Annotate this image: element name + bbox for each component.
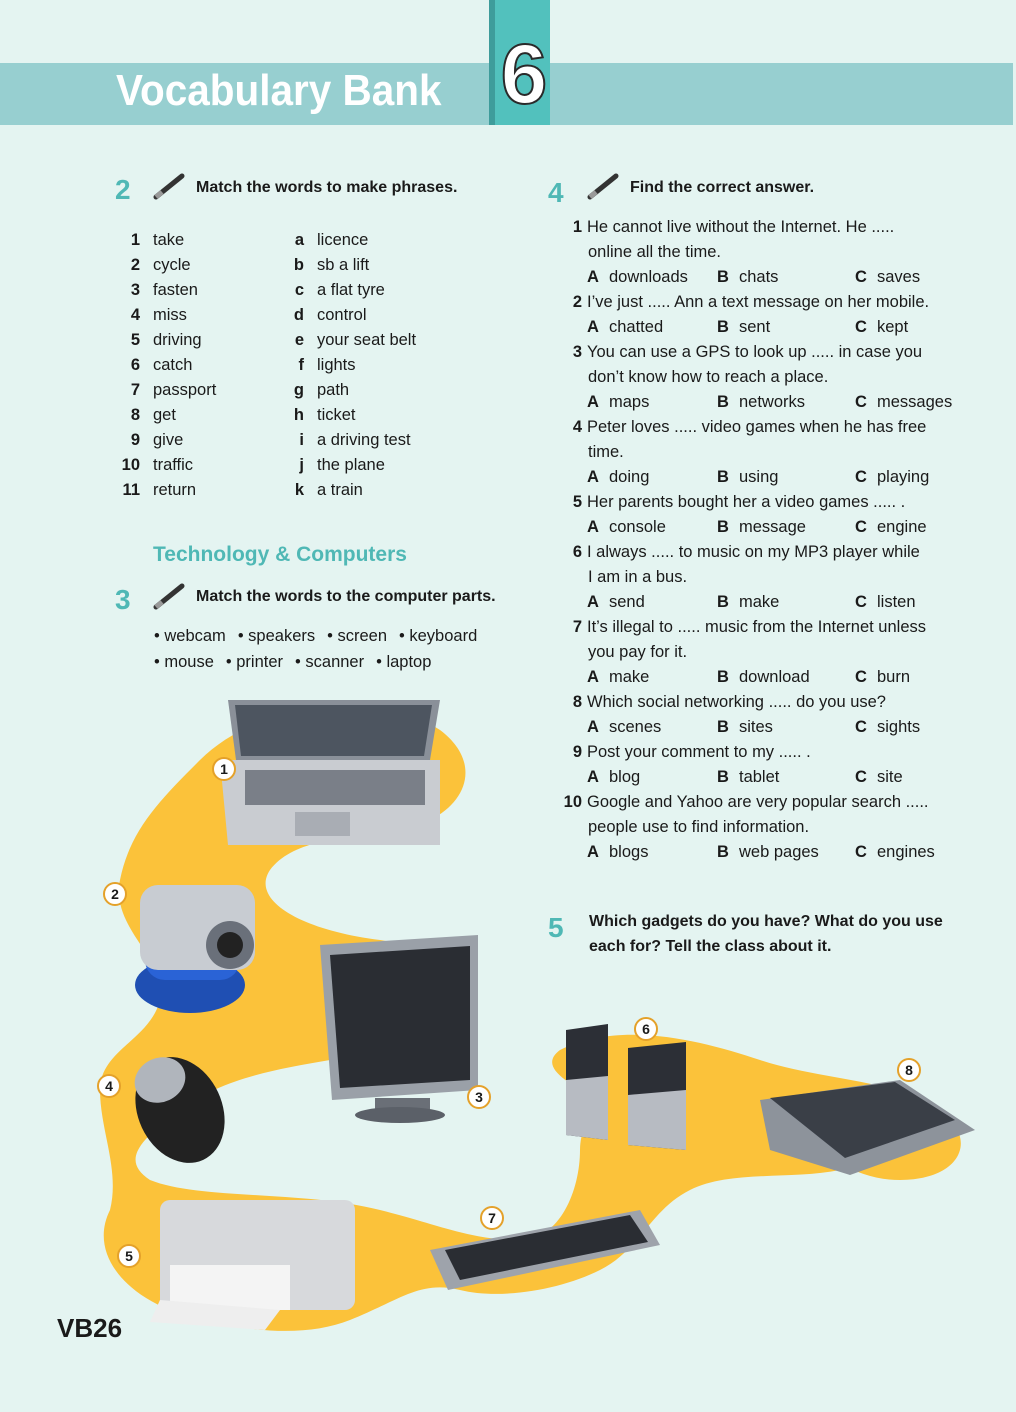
word-item: • scanner	[295, 653, 365, 671]
item-phrase: ticket	[317, 406, 356, 424]
item-letter: a	[294, 231, 304, 249]
option-letter: C	[855, 468, 867, 486]
option-letter: A	[587, 318, 599, 336]
item-letter: g	[293, 381, 304, 399]
option-letter: A	[587, 268, 599, 286]
word-item: • screen	[327, 627, 388, 645]
question-text-continued: I am in a bus.	[588, 568, 688, 586]
picture-label-2: 2	[103, 882, 127, 906]
option-letter: A	[587, 843, 599, 861]
item-letter: j	[299, 456, 304, 474]
option-text: make	[609, 668, 650, 686]
option-text: scenes	[609, 718, 662, 736]
option-letter: B	[717, 393, 729, 411]
option-c[interactable]	[855, 268, 920, 287]
item-letter: b	[293, 256, 304, 274]
question-text-continued: online all the time.	[588, 243, 721, 261]
option-a[interactable]	[587, 668, 649, 687]
word-list-line-2	[154, 653, 443, 672]
option-letter: A	[587, 468, 599, 486]
option-text: make	[739, 593, 780, 611]
item-phrase: lights	[317, 356, 356, 374]
question-text-continued: people use to find information.	[588, 818, 810, 836]
option-c[interactable]	[855, 718, 920, 737]
item-phrase: path	[317, 381, 350, 399]
question-number: 8	[572, 693, 582, 711]
exercise-2-instruction: Match the words to make phrases.	[196, 179, 458, 196]
option-b[interactable]	[717, 593, 779, 612]
question-text: Which social networking ..... do you use?	[587, 693, 886, 711]
option-c[interactable]	[855, 518, 927, 537]
option-letter: C	[855, 718, 867, 736]
option-letter: B	[717, 468, 729, 486]
item-number: 5	[130, 331, 140, 349]
option-text: web pages	[739, 843, 819, 861]
option-a[interactable]	[587, 393, 649, 412]
webcam-image	[135, 885, 255, 1013]
option-text: engines	[877, 843, 935, 861]
exercise-3-number: 3	[115, 584, 131, 615]
exercise-5-line-2: each for? Tell the class about it.	[589, 938, 832, 955]
question-2	[560, 293, 929, 312]
item-number: 1	[130, 231, 140, 249]
question-text-continued: time.	[588, 443, 624, 461]
option-letter: A	[587, 393, 599, 411]
option-letter: B	[717, 318, 729, 336]
question-text: I’ve just ..... Ann a text message on her mobile.	[587, 293, 930, 311]
question-6	[560, 543, 920, 562]
option-letter: B	[717, 268, 729, 286]
question-text: Google and Yahoo are very popular search .....	[587, 793, 929, 811]
picture-label-3: 3	[467, 1085, 491, 1109]
option-c[interactable]	[855, 768, 903, 787]
item-word: take	[153, 231, 185, 249]
word-item: • speakers	[237, 627, 316, 645]
word-list-line-1	[154, 627, 489, 646]
option-a[interactable]	[587, 468, 649, 487]
pencil-icon	[152, 580, 188, 610]
item-number: 6	[130, 356, 140, 374]
option-c[interactable]	[855, 318, 908, 337]
option-letter: C	[855, 268, 867, 286]
item-letter: c	[294, 281, 304, 299]
option-letter: B	[717, 593, 729, 611]
question-number: 1	[572, 218, 582, 236]
option-b[interactable]	[717, 843, 819, 862]
question-number: 2	[572, 293, 582, 311]
item-word: return	[153, 481, 197, 499]
option-c[interactable]	[855, 668, 910, 687]
option-text: playing	[877, 468, 930, 486]
item-phrase: sb a lift	[317, 256, 370, 274]
option-c[interactable]	[855, 393, 952, 412]
question-5	[560, 493, 905, 512]
unit-number: 6	[500, 27, 548, 121]
question-text-continued: you pay for it.	[588, 643, 688, 661]
option-letter: C	[855, 318, 867, 336]
item-number: 2	[130, 256, 140, 274]
option-a[interactable]	[587, 593, 645, 612]
question-text: He cannot live without the Internet. He .....	[587, 218, 895, 236]
item-phrase: a driving test	[317, 431, 411, 449]
option-a[interactable]	[587, 268, 688, 287]
option-text: blog	[609, 768, 641, 786]
option-text: site	[877, 768, 903, 786]
option-letter: A	[587, 593, 599, 611]
option-b[interactable]	[717, 318, 770, 337]
question-7	[560, 618, 926, 637]
question-number: 10	[563, 793, 582, 811]
item-letter: h	[293, 406, 304, 424]
question-3	[560, 343, 922, 362]
question-text-continued: don’t know how to reach a place.	[588, 368, 829, 386]
option-letter: C	[855, 768, 867, 786]
option-text: console	[609, 518, 666, 536]
option-letter: B	[717, 668, 729, 686]
item-word: give	[153, 431, 184, 449]
question-4	[560, 418, 926, 437]
option-text: doing	[609, 468, 650, 486]
option-text: saves	[877, 268, 921, 286]
question-text: You can use a GPS to look up ..... in case you	[587, 343, 923, 361]
item-word: driving	[153, 331, 202, 349]
option-letter: C	[855, 668, 867, 686]
option-text: chatted	[609, 318, 664, 336]
item-word: fasten	[153, 281, 198, 299]
item-phrase: control	[317, 306, 367, 324]
option-letter: B	[717, 718, 729, 736]
item-phrase: licence	[317, 231, 369, 249]
item-phrase: your seat belt	[317, 331, 417, 349]
exercise-5-number: 5	[548, 912, 564, 943]
item-letter: f	[298, 356, 304, 374]
item-number: 9	[130, 431, 140, 449]
option-b[interactable]	[717, 768, 779, 787]
question-text: Her parents bought her a video games ..... .	[587, 493, 906, 511]
item-number: 11	[122, 481, 140, 499]
picture-label-1: 1	[212, 757, 236, 781]
option-b[interactable]	[717, 393, 805, 412]
item-letter: i	[299, 431, 304, 449]
section-title: Technology & Computers	[153, 543, 407, 566]
laptop-image	[220, 700, 440, 845]
question-10	[560, 793, 929, 812]
picture-label-8: 8	[897, 1058, 921, 1082]
item-word: passport	[153, 381, 217, 399]
question-number: 4	[572, 418, 582, 436]
option-letter: C	[855, 593, 867, 611]
option-letter: C	[855, 843, 867, 861]
option-text: listen	[877, 593, 916, 611]
question-number: 3	[572, 343, 582, 361]
option-text: blogs	[609, 843, 649, 861]
option-text: maps	[609, 393, 650, 411]
option-b[interactable]	[717, 268, 778, 287]
item-word: miss	[153, 306, 187, 324]
word-item: • laptop	[376, 653, 432, 671]
option-letter: C	[855, 393, 867, 411]
option-letter: A	[587, 518, 599, 536]
option-text: chats	[739, 268, 779, 286]
item-phrase: the plane	[317, 456, 385, 474]
item-letter: d	[293, 306, 304, 324]
option-text: downloads	[609, 268, 688, 286]
option-text: sent	[739, 318, 771, 336]
item-letter: k	[294, 481, 304, 499]
option-a[interactable]	[587, 718, 661, 737]
option-text: sites	[739, 718, 773, 736]
option-letter: C	[855, 518, 867, 536]
option-text: burn	[877, 668, 911, 686]
item-number: 8	[130, 406, 140, 424]
option-b[interactable]	[717, 468, 778, 487]
question-number: 7	[572, 618, 582, 636]
item-number: 7	[130, 381, 140, 399]
picture-label-5: 5	[117, 1244, 141, 1268]
picture-label-4: 4	[97, 1074, 121, 1098]
question-number: 5	[572, 493, 582, 511]
exercise-4-number: 4	[548, 177, 564, 208]
option-letter: A	[587, 668, 599, 686]
option-b[interactable]	[717, 718, 773, 737]
item-phrase: a train	[317, 481, 363, 499]
question-9	[560, 743, 811, 762]
exercise-4-instruction: Find the correct answer.	[630, 179, 815, 196]
option-c[interactable]	[855, 593, 916, 612]
option-c[interactable]	[855, 468, 929, 487]
question-number: 6	[572, 543, 582, 561]
item-word: cycle	[153, 256, 191, 274]
option-text: sights	[877, 718, 921, 736]
item-word: get	[153, 406, 176, 424]
page-number: VB26	[57, 1313, 123, 1343]
exercise-3-instruction: Match the words to the computer parts.	[196, 588, 496, 605]
word-item: • webcam	[154, 627, 226, 645]
word-item: • keyboard	[399, 627, 478, 645]
word-item: • mouse	[154, 653, 214, 671]
option-text: using	[739, 468, 779, 486]
option-letter: B	[717, 518, 729, 536]
question-text: Peter loves ..... video games when he has free	[587, 418, 927, 436]
question-1	[560, 218, 894, 237]
option-letter: A	[587, 718, 599, 736]
exercise-5-line-1: Which gadgets do you have? What do you use	[589, 913, 943, 930]
pencil-icon	[586, 170, 622, 200]
item-phrase: a flat tyre	[317, 281, 385, 299]
option-a[interactable]	[587, 843, 648, 862]
item-word: traffic	[153, 456, 194, 474]
option-text: download	[739, 668, 810, 686]
option-a[interactable]	[587, 768, 640, 787]
option-text: kept	[877, 318, 909, 336]
question-text: It’s illegal to ..... music from the Internet unless	[587, 618, 927, 636]
option-text: message	[739, 518, 806, 536]
picture-label-7: 7	[480, 1206, 504, 1230]
option-b[interactable]	[717, 668, 810, 687]
pencil-icon	[152, 170, 188, 200]
item-number: 10	[121, 456, 140, 474]
option-text: send	[609, 593, 645, 611]
question-8	[560, 693, 886, 712]
item-word: catch	[153, 356, 193, 374]
option-letter: A	[587, 768, 599, 786]
monitor-image	[320, 935, 478, 1123]
word-item: • printer	[225, 653, 284, 671]
question-text: I always ..... to music on my MP3 player while	[587, 543, 920, 561]
option-text: engine	[877, 518, 927, 536]
item-number: 4	[130, 306, 140, 324]
question-text: Post your comment to my ..... .	[587, 743, 811, 761]
option-letter: B	[717, 843, 729, 861]
option-text: tablet	[739, 768, 780, 786]
option-a[interactable]	[587, 318, 663, 337]
picture-label-6: 6	[634, 1017, 658, 1041]
option-c[interactable]	[855, 843, 935, 862]
item-letter: e	[294, 331, 304, 349]
option-text: networks	[739, 393, 806, 411]
option-a[interactable]	[587, 518, 666, 537]
item-number: 3	[130, 281, 140, 299]
option-letter: B	[717, 768, 729, 786]
question-number: 9	[572, 743, 582, 761]
page-title: Vocabulary Bank	[116, 66, 442, 115]
exercise-2-number: 2	[115, 174, 131, 205]
option-text: messages	[877, 393, 953, 411]
option-b[interactable]	[717, 518, 806, 537]
